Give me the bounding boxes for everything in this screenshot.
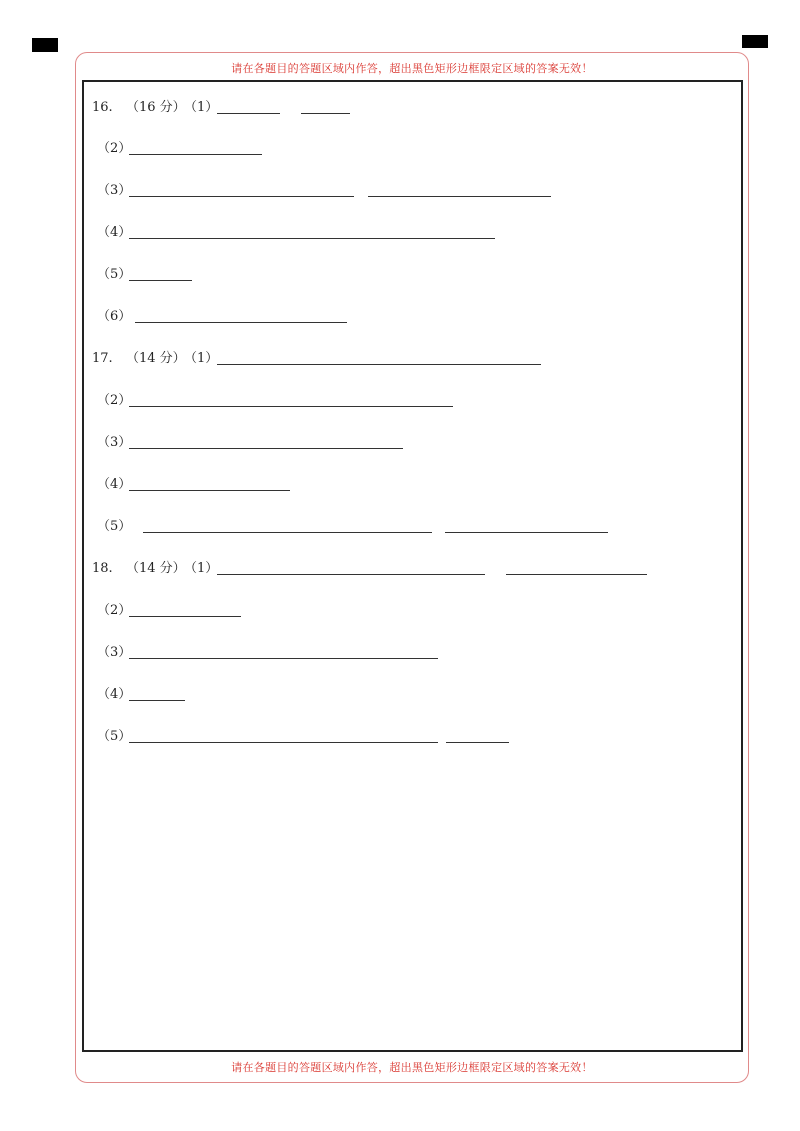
answer-blank[interactable] (301, 113, 350, 114)
question-score: （16 分） (126, 100, 186, 115)
answer-blank[interactable] (129, 238, 495, 239)
part-label: （2） (97, 393, 132, 408)
answer-blank[interactable] (446, 742, 509, 743)
answer-blank[interactable] (143, 532, 432, 533)
part-label: （4） (97, 225, 132, 240)
answer-blank[interactable] (129, 616, 241, 617)
part-label: （6） (97, 309, 132, 324)
question-number: 17. (92, 351, 113, 366)
part-label: （2） (97, 141, 132, 156)
notice-top: 请在各题目的答题区域内作答，超出黑色矩形边框限定区域的答案无效！ (231, 62, 593, 75)
answer-blank[interactable] (129, 196, 354, 197)
notice-bottom: 请在各题目的答题区域内作答，超出黑色矩形边框限定区域的答案无效！ (231, 1061, 593, 1074)
part-label: （1） (184, 351, 219, 366)
question-number: 16. (92, 100, 113, 115)
part-label: （1） (184, 100, 219, 115)
question-number: 18. (92, 561, 113, 576)
part-label: （5） (97, 729, 132, 744)
answer-blank[interactable] (368, 196, 551, 197)
question-score: （14 分） (126, 351, 186, 366)
part-label: （4） (97, 687, 132, 702)
answer-blank[interactable] (129, 700, 185, 701)
part-label: （3） (97, 645, 132, 660)
question-score: （14 分） (126, 561, 186, 576)
answer-blank[interactable] (129, 448, 403, 449)
answer-blank[interactable] (129, 406, 453, 407)
part-label: （3） (97, 435, 132, 450)
answer-blank[interactable] (217, 364, 541, 365)
answer-blank[interactable] (445, 532, 608, 533)
answer-blank[interactable] (506, 574, 647, 575)
part-label: （4） (97, 477, 132, 492)
answer-blank[interactable] (129, 280, 192, 281)
answer-blank[interactable] (129, 490, 290, 491)
part-label: （1） (184, 561, 219, 576)
answer-blank[interactable] (129, 154, 262, 155)
part-label: （2） (97, 603, 132, 618)
answer-blank[interactable] (129, 658, 438, 659)
answer-blank[interactable] (217, 574, 485, 575)
answer-blank[interactable] (129, 742, 438, 743)
alignment-marker-right (742, 35, 768, 48)
answer-blank[interactable] (135, 322, 347, 323)
part-label: （5） (97, 519, 132, 534)
alignment-marker-left (32, 38, 58, 52)
answer-blank[interactable] (217, 113, 280, 114)
part-label: （3） (97, 183, 132, 198)
part-label: （5） (97, 267, 132, 282)
